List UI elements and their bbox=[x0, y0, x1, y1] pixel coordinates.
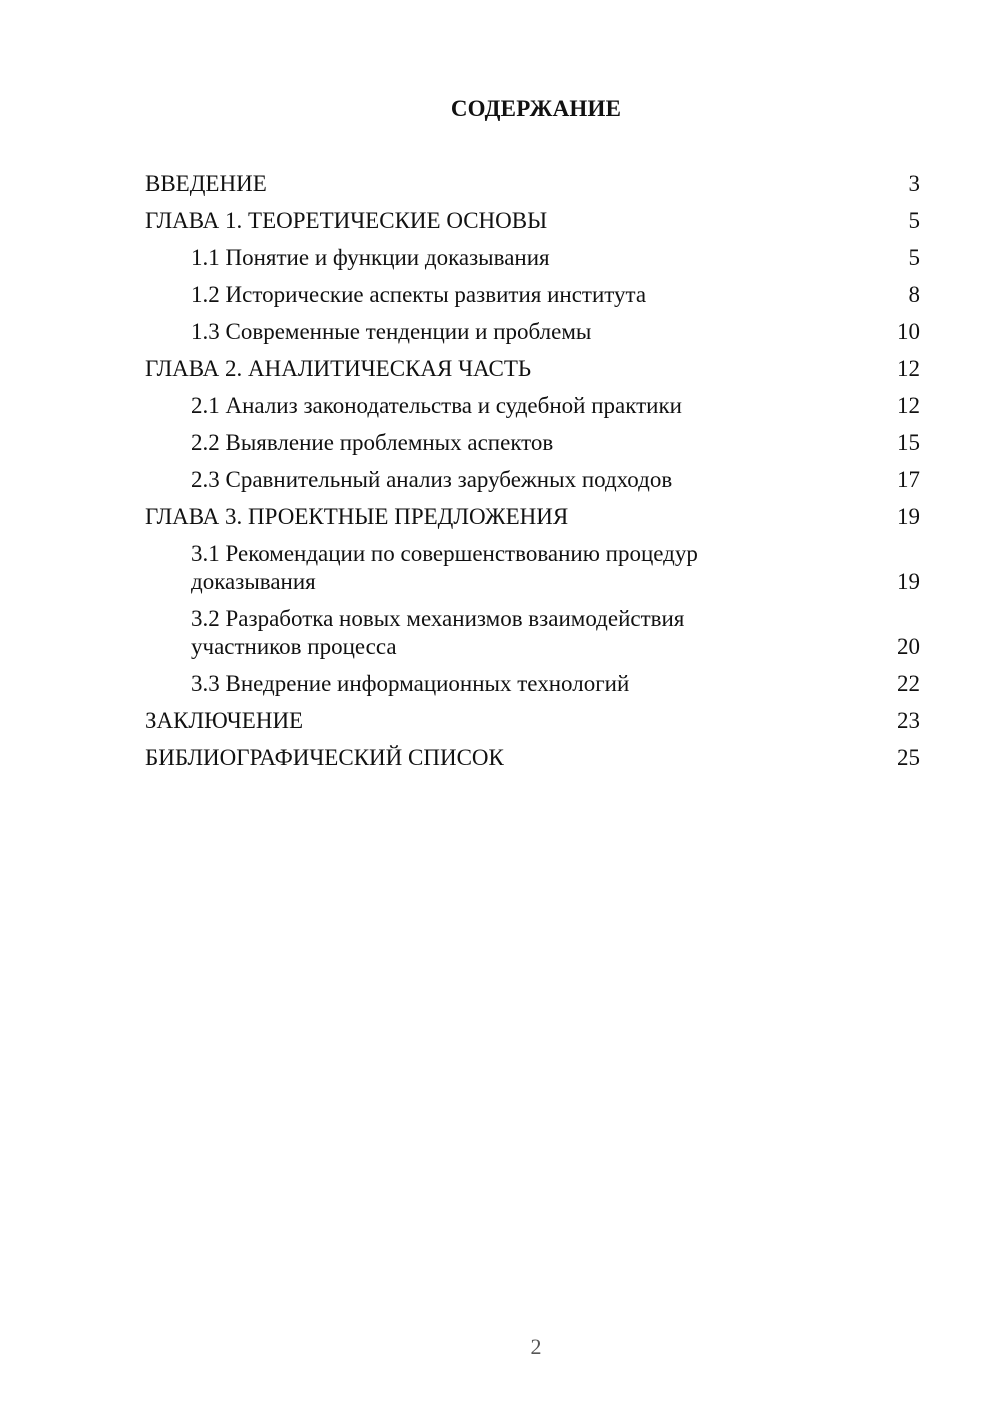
toc-entry-section-1-2 bbox=[145, 279, 920, 316]
toc-entry-label: 2.2 Выявление проблемных аспектов bbox=[191, 430, 554, 455]
toc-entry-page: 20 bbox=[897, 634, 920, 659]
toc-entry-page: 17 bbox=[897, 467, 920, 492]
toc-entry-label: 1.1 Понятие и функции доказывания bbox=[191, 245, 550, 270]
toc-entry-bibliography bbox=[145, 742, 920, 779]
toc-entry-label: БИБЛИОГРАФИЧЕСКИЙ СПИСОК bbox=[145, 745, 504, 770]
toc-entry-conclusion bbox=[145, 705, 920, 742]
toc-entry-section-3-2 bbox=[145, 603, 920, 668]
toc-entry-label: ГЛАВА 3. ПРОЕКТНЫЕ ПРЕДЛОЖЕНИЯ bbox=[145, 504, 569, 529]
toc-entry-label: ВВЕДЕНИЕ bbox=[145, 171, 267, 196]
toc-entry-label: 2.3 Сравнительный анализ зарубежных подходов bbox=[191, 467, 673, 492]
toc-entry-label: ЗАКЛЮЧЕНИЕ bbox=[145, 708, 304, 733]
toc-entry-page: 8 bbox=[908, 282, 920, 307]
toc-entry-chapter-1 bbox=[145, 205, 920, 242]
table-of-contents bbox=[145, 168, 920, 779]
toc-entry-page: 23 bbox=[897, 708, 920, 733]
toc-entry-page: 25 bbox=[897, 745, 920, 770]
toc-entry-page: 19 bbox=[897, 504, 920, 529]
toc-entry-page: 19 bbox=[897, 569, 920, 594]
toc-entry-label: 3.3 Внедрение информационных технологий bbox=[191, 671, 630, 696]
toc-entry-page: 5 bbox=[908, 245, 920, 270]
toc-entry-chapter-3 bbox=[145, 501, 920, 538]
toc-entry-label: 1.2 Исторические аспекты развития института bbox=[191, 282, 647, 307]
toc-entry-page: 12 bbox=[897, 356, 920, 381]
toc-entry-section-1-1 bbox=[145, 242, 920, 279]
toc-entry-page: 5 bbox=[908, 208, 920, 233]
toc-entry-page: 10 bbox=[897, 319, 920, 344]
toc-entry-label: 3.1 Рекомендации по совершенствованию процедур доказывания bbox=[191, 541, 698, 594]
toc-entry-label: ГЛАВА 2. АНАЛИТИЧЕСКАЯ ЧАСТЬ bbox=[145, 356, 532, 381]
toc-entry-page: 12 bbox=[897, 393, 920, 418]
page-number: 2 bbox=[530, 1334, 542, 1359]
toc-entry-section-2-2 bbox=[145, 427, 920, 464]
toc-entry-chapter-2 bbox=[145, 353, 920, 390]
toc-entry-introduction bbox=[145, 168, 920, 205]
toc-entry-label: 2.1 Анализ законодательства и судебной практики bbox=[191, 393, 682, 418]
toc-entry-section-3-3 bbox=[145, 668, 920, 705]
toc-entry-label: ГЛАВА 1. ТЕОРЕТИЧЕСКИЕ ОСНОВЫ bbox=[145, 208, 548, 233]
toc-entry-section-1-3 bbox=[145, 316, 920, 353]
page-title: СОДЕРЖАНИЕ bbox=[450, 96, 622, 121]
toc-entry-page: 3 bbox=[908, 171, 920, 196]
toc-entry-section-2-1 bbox=[145, 390, 920, 427]
toc-entry-label: 3.2 Разработка новых механизмов взаимодействия участников процесса bbox=[191, 606, 685, 659]
toc-entry-page: 22 bbox=[897, 671, 920, 696]
toc-entry-section-2-3 bbox=[145, 464, 920, 501]
toc-entry-page: 15 bbox=[897, 430, 920, 455]
toc-entry-section-3-1 bbox=[145, 538, 920, 603]
toc-entry-label: 1.3 Современные тенденции и проблемы bbox=[191, 319, 592, 344]
